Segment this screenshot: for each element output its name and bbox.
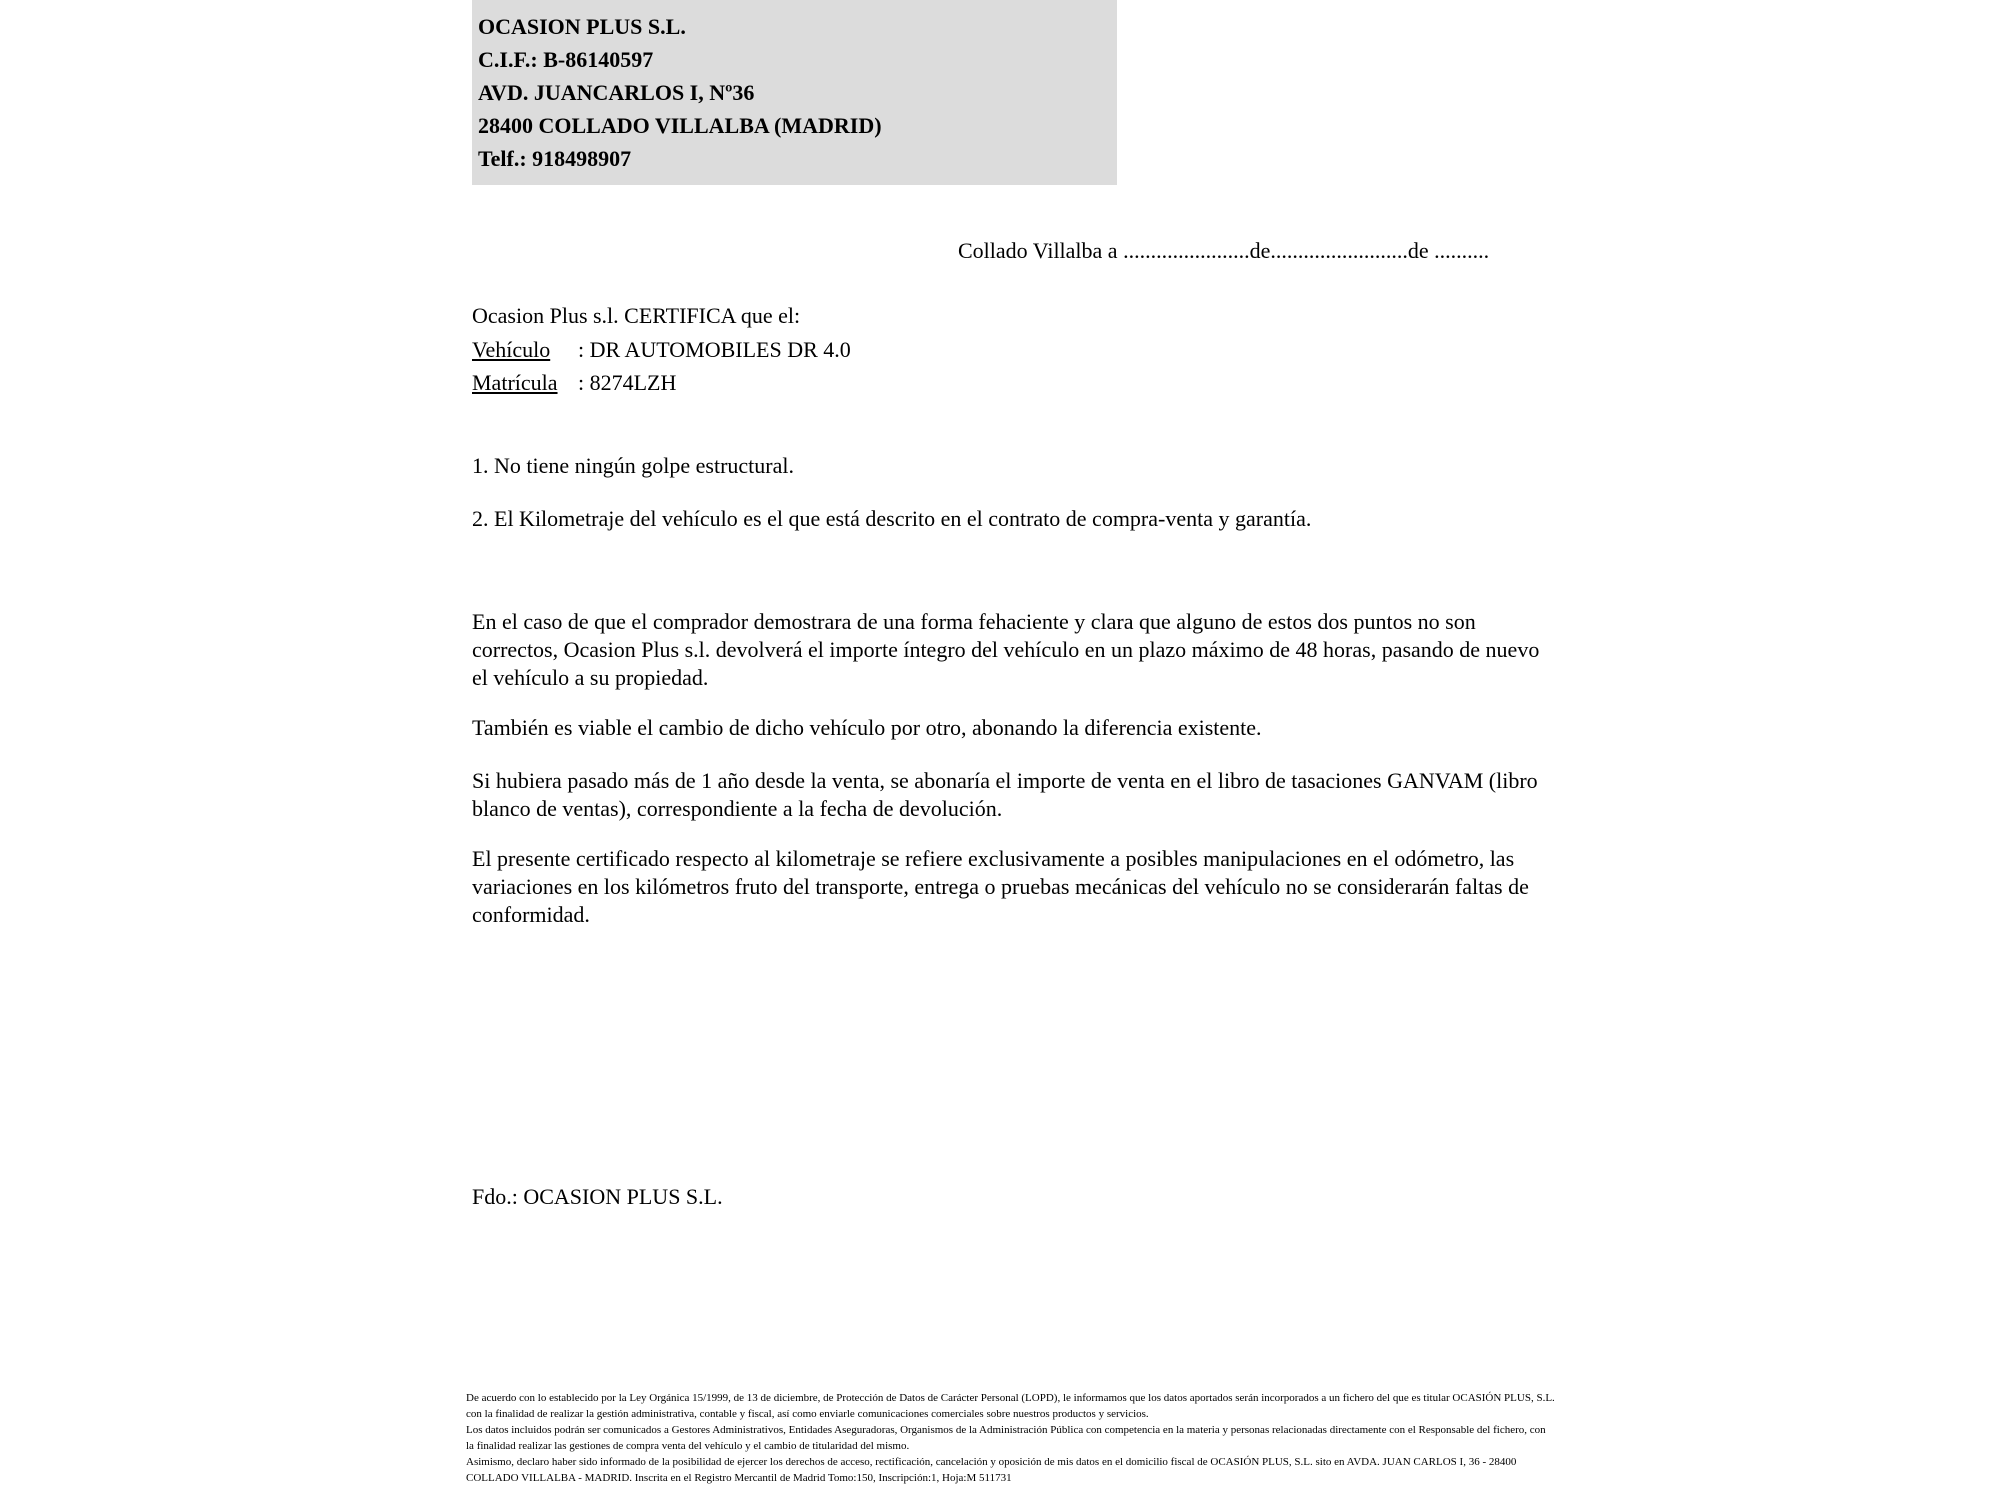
plate-value: : 8274LZH	[578, 370, 677, 395]
vehicle-label: Vehículo	[472, 337, 551, 362]
company-header-block	[472, 0, 1117, 185]
legal-footer-paragraph-data-sharing: Los datos incluidos podrán ser comunicados a Gestores Administrativos, Entidades Aseguradoras, Organismos de la Administración Pública con competencia en la materia y personas relacionadas directamente con el Responsable del fichero, con la finalidad realizar las gestiones de compra venta del vehículo y el cambio de titularidad del mismo.	[466, 1424, 1546, 1452]
paragraph-ganvam-valuation: Si hubiera pasado más de 1 año desde la venta, se abonaría el importe de venta en el libro de tasaciones GANVAM (libro blanco de ventas), correspondiente a la fecha de devolución.	[472, 768, 1538, 821]
legal-footer-paragraph-lopd: De acuerdo con lo establecido por la Ley Orgánica 15/1999, de 13 de diciembre, de Protección de Datos de Carácter Personal (LOPD), le informamos que los datos aportados serán incorporados a un fichero del que es titular OCASIÓN PLUS, S.L. con la finalidad de realizar la gestión administrativa, contable y fiscal, así como enviarle comunicaciones comerciales sobre nuestros productos y servicios.	[466, 1392, 1555, 1420]
legal-footer-paragraph-rights: Asimismo, declaro haber sido informado de la posibilidad de ejercer los derechos de acceso, rectificación, cancelación y oposición de mis datos en el domicilio fiscal de OCASIÓN PLUS, S.L. sito en AVDA. JUAN CARLOS I, 36 - 28400 COLLADO VILLALBA - MADRID. Inscrita en el Registro Mercantil de Madrid Tomo:150, Inscripción:1, Hoja:M 511731	[466, 1456, 1517, 1484]
company-city: 28400 COLLADO VILLALBA (MADRID)	[478, 113, 882, 138]
vehicle-line	[472, 336, 1547, 364]
company-phone: Telf.: 918498907	[478, 146, 632, 171]
paragraph-odometer-disclaimer: El presente certificado respecto al kilometraje se refiere exclusivamente a posibles manipulaciones en el odómetro, las variaciones en los kilómetros fruto del transporte, entrega o pruebas mecánicas del vehículo no se considerarán faltas de conformidad.	[472, 846, 1529, 927]
company-cif: C.I.F.: B-86140597	[478, 47, 654, 72]
certified-point-2: 2. El Kilometraje del vehículo es el que está descrito en el contrato de compra-venta y garantía.	[472, 506, 1312, 531]
certification-intro: Ocasion Plus s.l. CERTIFICA que el:	[472, 303, 801, 328]
paragraph-refund-policy: En el caso de que el comprador demostrara de una forma fehaciente y clara que alguno de estos dos puntos no son correctos, Ocasion Plus s.l. devolverá el importe íntegro del vehículo en un plazo máximo de 48 horas, pasando de nuevo el vehículo a su propiedad.	[472, 609, 1540, 690]
plate-label: Matrícula	[472, 370, 558, 395]
plate-line	[472, 369, 1547, 397]
date-line: Collado Villalba a .......................de.........................de ..........	[958, 238, 1490, 263]
signature-line: Fdo.: OCASION PLUS S.L.	[472, 1184, 723, 1209]
legal-footer	[466, 1390, 1556, 1486]
vehicle-value: : DR AUTOMOBILES DR 4.0	[578, 337, 851, 362]
certified-point-1: 1. No tiene ningún golpe estructural.	[472, 453, 794, 478]
company-name: OCASION PLUS S.L.	[478, 14, 686, 39]
paragraph-exchange-option: También es viable el cambio de dicho vehículo por otro, abonando la diferencia existente.	[472, 715, 1262, 740]
company-address: AVD. JUANCARLOS I, Nº36	[478, 80, 755, 105]
